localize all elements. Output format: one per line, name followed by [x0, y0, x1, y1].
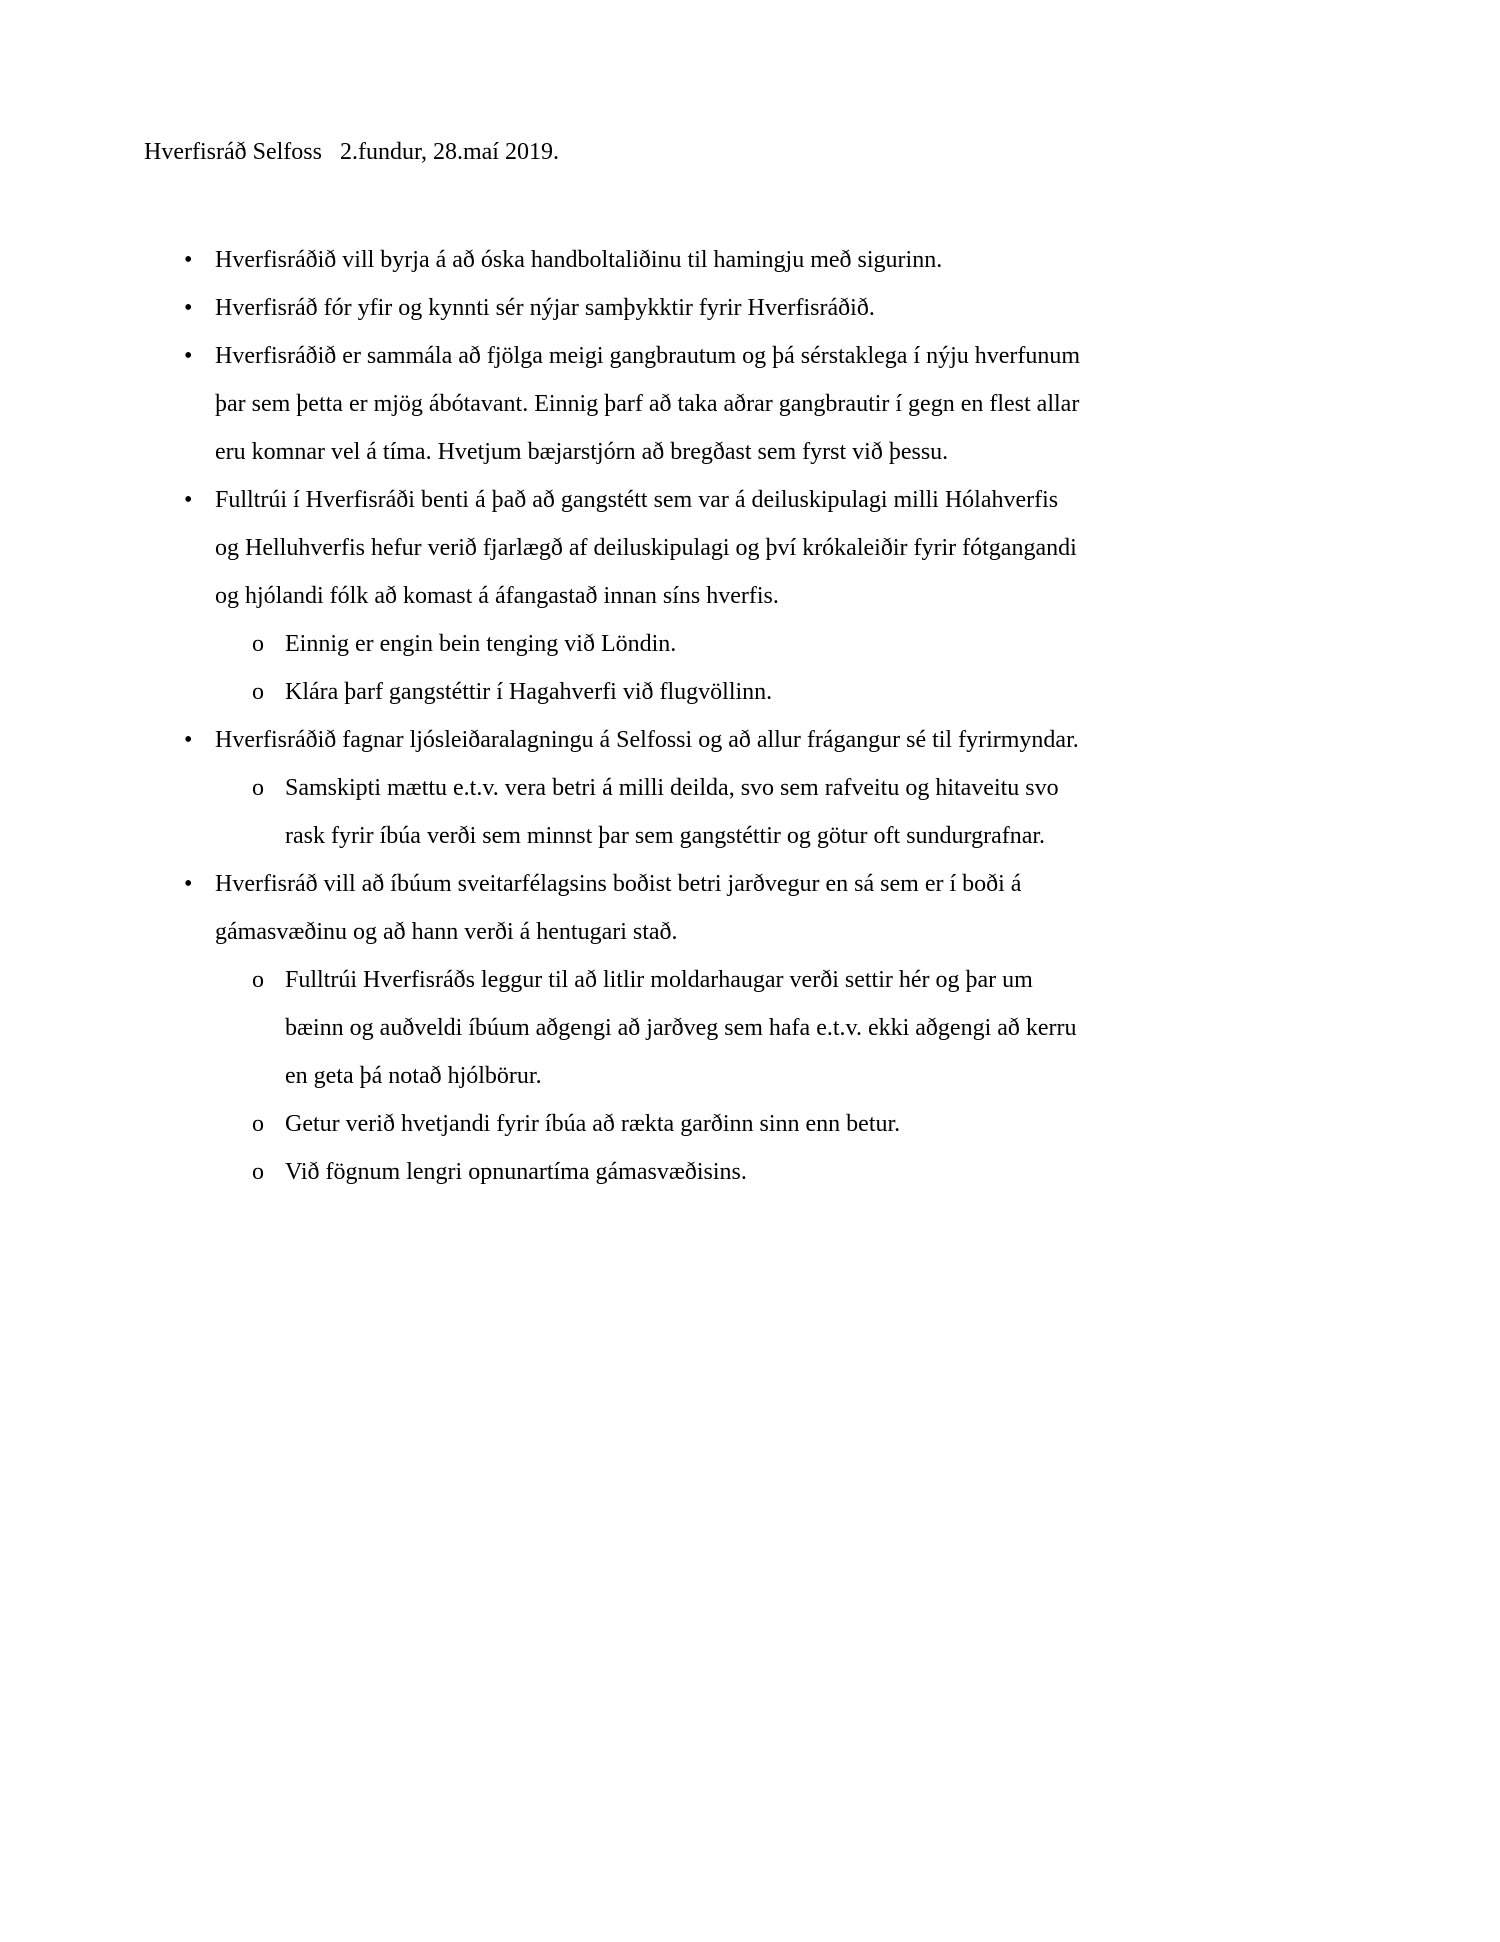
sub-list-item	[215, 1148, 1082, 1196]
list-item-text: Hverfisráðið er sammála að fjölga meigi gangbrautum og þá sérstaklega í nýju hverfunum þar sem þetta er mjög ábótavant. Einnig þarf að taka aðrar gangbrautir í gegn en flest allar eru komnar vel á tíma. Hvetjum bæjarstjórn að bregðast sem fyrst við þessu.	[215, 343, 1081, 465]
sub-list-item	[215, 956, 1082, 1100]
document-title: Hverfisráð Selfoss 2.fundur, 28.maí 2019.	[144, 139, 559, 165]
sub-list-item	[215, 668, 1082, 716]
list-item-text: Hverfisráð vill að íbúum sveitarfélagsins boðist betri jarðvegur en sá sem er í boði á gámasvæðinu og að hann verði á hentugari stað.	[215, 871, 1022, 945]
sub-bullet-marker-icon: o	[252, 1159, 264, 1185]
sub-bullet-list	[215, 620, 1082, 716]
bullet-marker-icon: •	[184, 295, 193, 321]
sub-bullet-marker-icon: o	[252, 1111, 264, 1137]
list-item-text: Hverfisráðið vill byrja á að óska handboltaliðinu til hamingju með sigurinn.	[215, 247, 943, 273]
bullet-marker-icon: •	[184, 247, 193, 273]
sub-bullet-marker-icon: o	[252, 631, 264, 657]
bullet-marker-icon: •	[184, 871, 193, 897]
list-item-text: Hverfisráð fór yfir og kynnti sér nýjar samþykktir fyrir Hverfisráðið.	[215, 295, 875, 321]
sub-list-item-text: Við fögnum lengri opnunartíma gámasvæðisins.	[285, 1159, 747, 1185]
list-item	[144, 860, 1082, 1196]
bullet-marker-icon: •	[184, 343, 193, 369]
list-item-text: Hverfisráðið fagnar ljósleiðaralagningu á Selfossi og að allur frágangur sé til fyrirmyndar.	[215, 727, 1079, 753]
sub-list-item-text: Samskipti mættu e.t.v. vera betri á milli deilda, svo sem rafveitu og hitaveitu svo rask fyrir íbúa verði sem minnst þar sem gangstéttir og götur oft sundurgrafnar.	[285, 775, 1059, 849]
sub-list-item-text: Klára þarf gangstéttir í Hagahverfi við flugvöllinn.	[285, 679, 773, 705]
sub-bullet-marker-icon: o	[252, 775, 264, 801]
sub-bullet-list	[215, 956, 1082, 1196]
list-item	[144, 332, 1082, 476]
bullet-marker-icon: •	[184, 487, 193, 513]
sub-bullet-marker-icon: o	[252, 679, 264, 705]
list-item	[144, 476, 1082, 716]
list-item	[144, 284, 1082, 332]
bullet-list	[144, 236, 1082, 1196]
sub-list-item	[215, 1100, 1082, 1148]
document-content	[144, 236, 1082, 1196]
list-item	[144, 236, 1082, 284]
bullet-marker-icon: •	[184, 727, 193, 753]
sub-bullet-marker-icon: o	[252, 967, 264, 993]
sub-list-item	[215, 764, 1082, 860]
sub-list-item	[215, 620, 1082, 668]
sub-bullet-list	[215, 764, 1082, 860]
sub-list-item-text: Getur verið hvetjandi fyrir íbúa að rækta garðinn sinn enn betur.	[285, 1111, 901, 1137]
sub-list-item-text: Fulltrúi Hverfisráðs leggur til að litlir moldarhaugar verði settir hér og þar um bæinn og auðveldi íbúum aðgengi að jarðveg sem hafa e.t.v. ekki aðgengi að kerru en geta þá notað hjólbörur.	[285, 967, 1077, 1089]
sub-list-item-text: Einnig er engin bein tenging við Löndin.	[285, 631, 677, 657]
list-item-text: Fulltrúi í Hverfisráði benti á það að gangstétt sem var á deiluskipulagi milli Hólahverfis og Helluhverfis hefur verið fjarlægð af deiluskipulagi og því krókaleiðir fyrir fótgangandi og hjólandi fólk að komast á áfangastað innan síns hverfis.	[215, 487, 1077, 609]
list-item	[144, 716, 1082, 860]
